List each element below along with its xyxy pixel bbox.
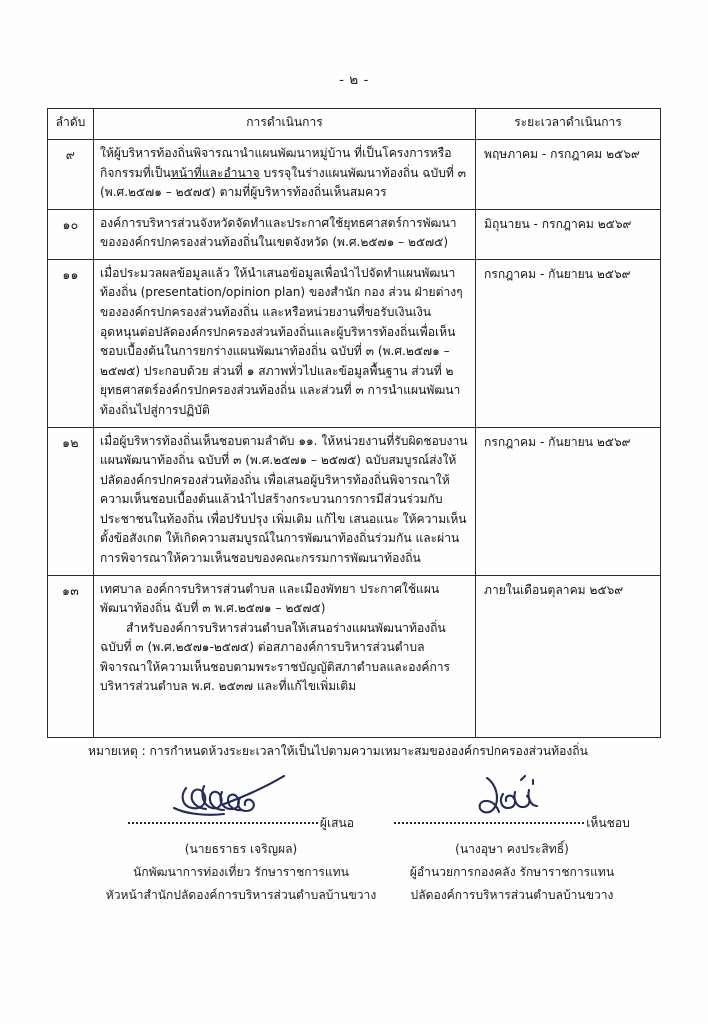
handwritten-signature-icon <box>362 778 662 814</box>
page-number: - ๒ - <box>339 72 369 88</box>
row-sequence: ๑๑ <box>48 259 94 427</box>
row-action: เมื่อประมวลผลข้อมูลแล้ว ให้นำเสนอข้อมูลเพื่อนำไปจัดทำแผนพัฒนาท้องถิ่น (presentation/opinion plan) ของสำนัก กอง ส่วน ฝ่ายต่างๆ ขององค์กรปกครองส่วนท้องถิ่น และหรือหน่วยงานที่ขอรับเงินเงินอุดหนุนต่อปลัดองค์กรปกครองส่วนท้องถิ่นและผู้บริหารท้องถิ่นเพื่อเห็นชอบเบื้องต้นในการยกร่างแผนพัฒนาท้องถิ่น ฉบับที่ ๓ (พ.ศ.๒๕๗๑ – ๒๕๗๕) ประกอบด้วย ส่วนที่ ๑ สภาพทั่วไปและข้อมูลพื้นฐาน ส่วนที่ ๒ ยุทธศาสตร์องค์กรปกครองส่วนท้องถิ่น และส่วนที่ ๓ การนำแผนพัฒนาท้องถิ่นไปสู่การปฏิบัติ <box>94 259 476 427</box>
signature-title-line-1: นักพัฒนาการท่องเที่ยว รักษาราชการแทน <box>133 865 349 879</box>
action-paragraph-2: สำหรับองค์การบริหารส่วนตำบลให้เสนอร่างแผนพัฒนาท้องถิ่น ฉบับที่ ๓ (พ.ศ.๒๕๗๑-๒๕๗๕) ต่อสภาองค์การบริหารส่วนตำบลพิจารณาให้ความเห็นชอบตามพระราชบัญญัติสภาตำบลและองค์การบริหารส่วนตำบล พ.ศ. ๒๕๓๗ และที่แก้ไขเพิ่มเติม <box>100 620 451 694</box>
row-action: องค์การบริหารส่วนจังหวัดจัดทำและประกาศใช้ยุทธศาสตร์การพัฒนาขององค์กรปกครองส่วนท้องถิ่นในเขตจังหวัด (พ.ศ.๒๕๗๑ – ๒๕๗๕) <box>94 209 476 259</box>
table-row <box>48 140 661 210</box>
action-text-prefix: ให้ผู้บริหารท้องถิ่นพิจารณานำแผนพัฒนาหมู่บ้าน ที่เป็นโครงการหรือกิจกรรมที่เป็น <box>100 146 452 180</box>
procedure-table <box>47 108 661 738</box>
row-action <box>94 140 476 210</box>
row-sequence: ๑๓ <box>48 575 94 737</box>
action-text-underlined: หน้าที่และอำนาจ <box>170 165 260 180</box>
table-row <box>48 259 661 427</box>
remark-note: หมายเหตุ : การกำหนดห้วงระยะเวลาให้เป็นไปตามความเหมาะสมขององค์กรปกครองส่วนท้องถิ่น <box>88 744 588 758</box>
signature-role-label: เห็นชอบ <box>586 816 630 830</box>
table-row <box>48 427 661 575</box>
column-header-action: การดำเนินการ <box>94 109 476 140</box>
signature-role-label: ผู้เสนอ <box>319 816 355 830</box>
row-sequence: ๑๒ <box>48 427 94 575</box>
signature-title-line-1: ผู้อำนวยการกองคลัง รักษาราชการแทน <box>409 865 615 879</box>
signature-block-proposer <box>91 778 391 904</box>
row-action: เมื่อผู้บริหารท้องถิ่นเห็นชอบตามลำดับ ๑๑. ให้หน่วยงานที่รับผิดชอบงานแผนพัฒนาท้องถิ่น ฉบับที่ ๓ (พ.ศ.๒๕๗๑ – ๒๕๗๕) ฉบับสมบูรณ์ส่งให้ปลัดองค์กรปกครองส่วนท้องถิ่น เพื่อเสนอผู้บริหารท้องถิ่นพิจารณาให้ความเห็นชอบเบื้องต้นแล้วนำไปสร้างกระบวนการการมีส่วนร่วมกับประชาชนในท้องถิ่น เพื่อปรับปรุง เพิ่มเติม แก้ไข เสนอแนะ ให้ความเห็น ตั้งข้อสังเกต ให้เกิดความสมบูรณ์ในการพัฒนาท้องถิ่นร่วมกัน และผ่านการพิจารณาให้ความเห็นชอบของคณะกรรมการพัฒนาท้องถิ่น <box>94 427 476 575</box>
action-paragraph-1: เทศบาล องค์การบริหารส่วนตำบล และเมืองพัทยา ประกาศใช้แผนพัฒนาท้องถิ่น ฉับที่ ๓ พ.ศ.๒๕๗๑ – ๒๕๗๕) <box>100 581 440 616</box>
row-sequence: ๙ <box>48 140 94 210</box>
signature-title-line-2: ปลัดองค์การบริหารส่วนตำบลบ้านขวาง <box>410 887 614 902</box>
signature-name: (นางอุษา คงประสิทธิ์) <box>455 842 569 856</box>
row-duration: มิถุนายน - กรกฎาคม ๒๕๖๙ <box>476 209 661 259</box>
handwritten-signature-icon <box>91 778 391 814</box>
signature-dotted-line <box>394 821 584 824</box>
signature-area <box>47 778 660 918</box>
signature-dotted-line <box>128 821 318 824</box>
row-duration: พฤษภาคม - กรกฎาคม ๒๕๖๙ <box>476 140 661 210</box>
column-header-sequence: ลำดับ <box>48 109 94 140</box>
signature-name: (นายธราธร เจริญผล) <box>184 842 298 856</box>
action-text-suffix: บรรจุในร่างแผนพัฒนาท้องถิ่น ฉบับที่ ๓ (พ.ศ.๒๕๗๑ – ๒๕๗๕) ตามที่ผู้บริหารท้องถิ่นเห็นสมควร <box>100 165 466 200</box>
row-duration: กรกฎาคม - กันยายน ๒๕๖๙ <box>476 259 661 427</box>
signature-title-line-2: หัวหน้าสำนักปลัดองค์การบริหารส่วนตำบลบ้านขวาง <box>105 887 377 902</box>
column-header-duration: ระยะเวลาดำเนินการ <box>476 109 661 140</box>
signature-block-approver <box>362 778 662 904</box>
row-action <box>94 575 476 737</box>
table-header-row <box>48 109 661 140</box>
row-duration: กรกฎาคม - กันยายน ๒๕๖๙ <box>476 427 661 575</box>
row-duration: ภายในเดือนตุลาคม ๒๕๖๙ <box>476 575 661 737</box>
table-row <box>48 575 661 737</box>
row-sequence: ๑๐ <box>48 209 94 259</box>
table-row <box>48 209 661 259</box>
